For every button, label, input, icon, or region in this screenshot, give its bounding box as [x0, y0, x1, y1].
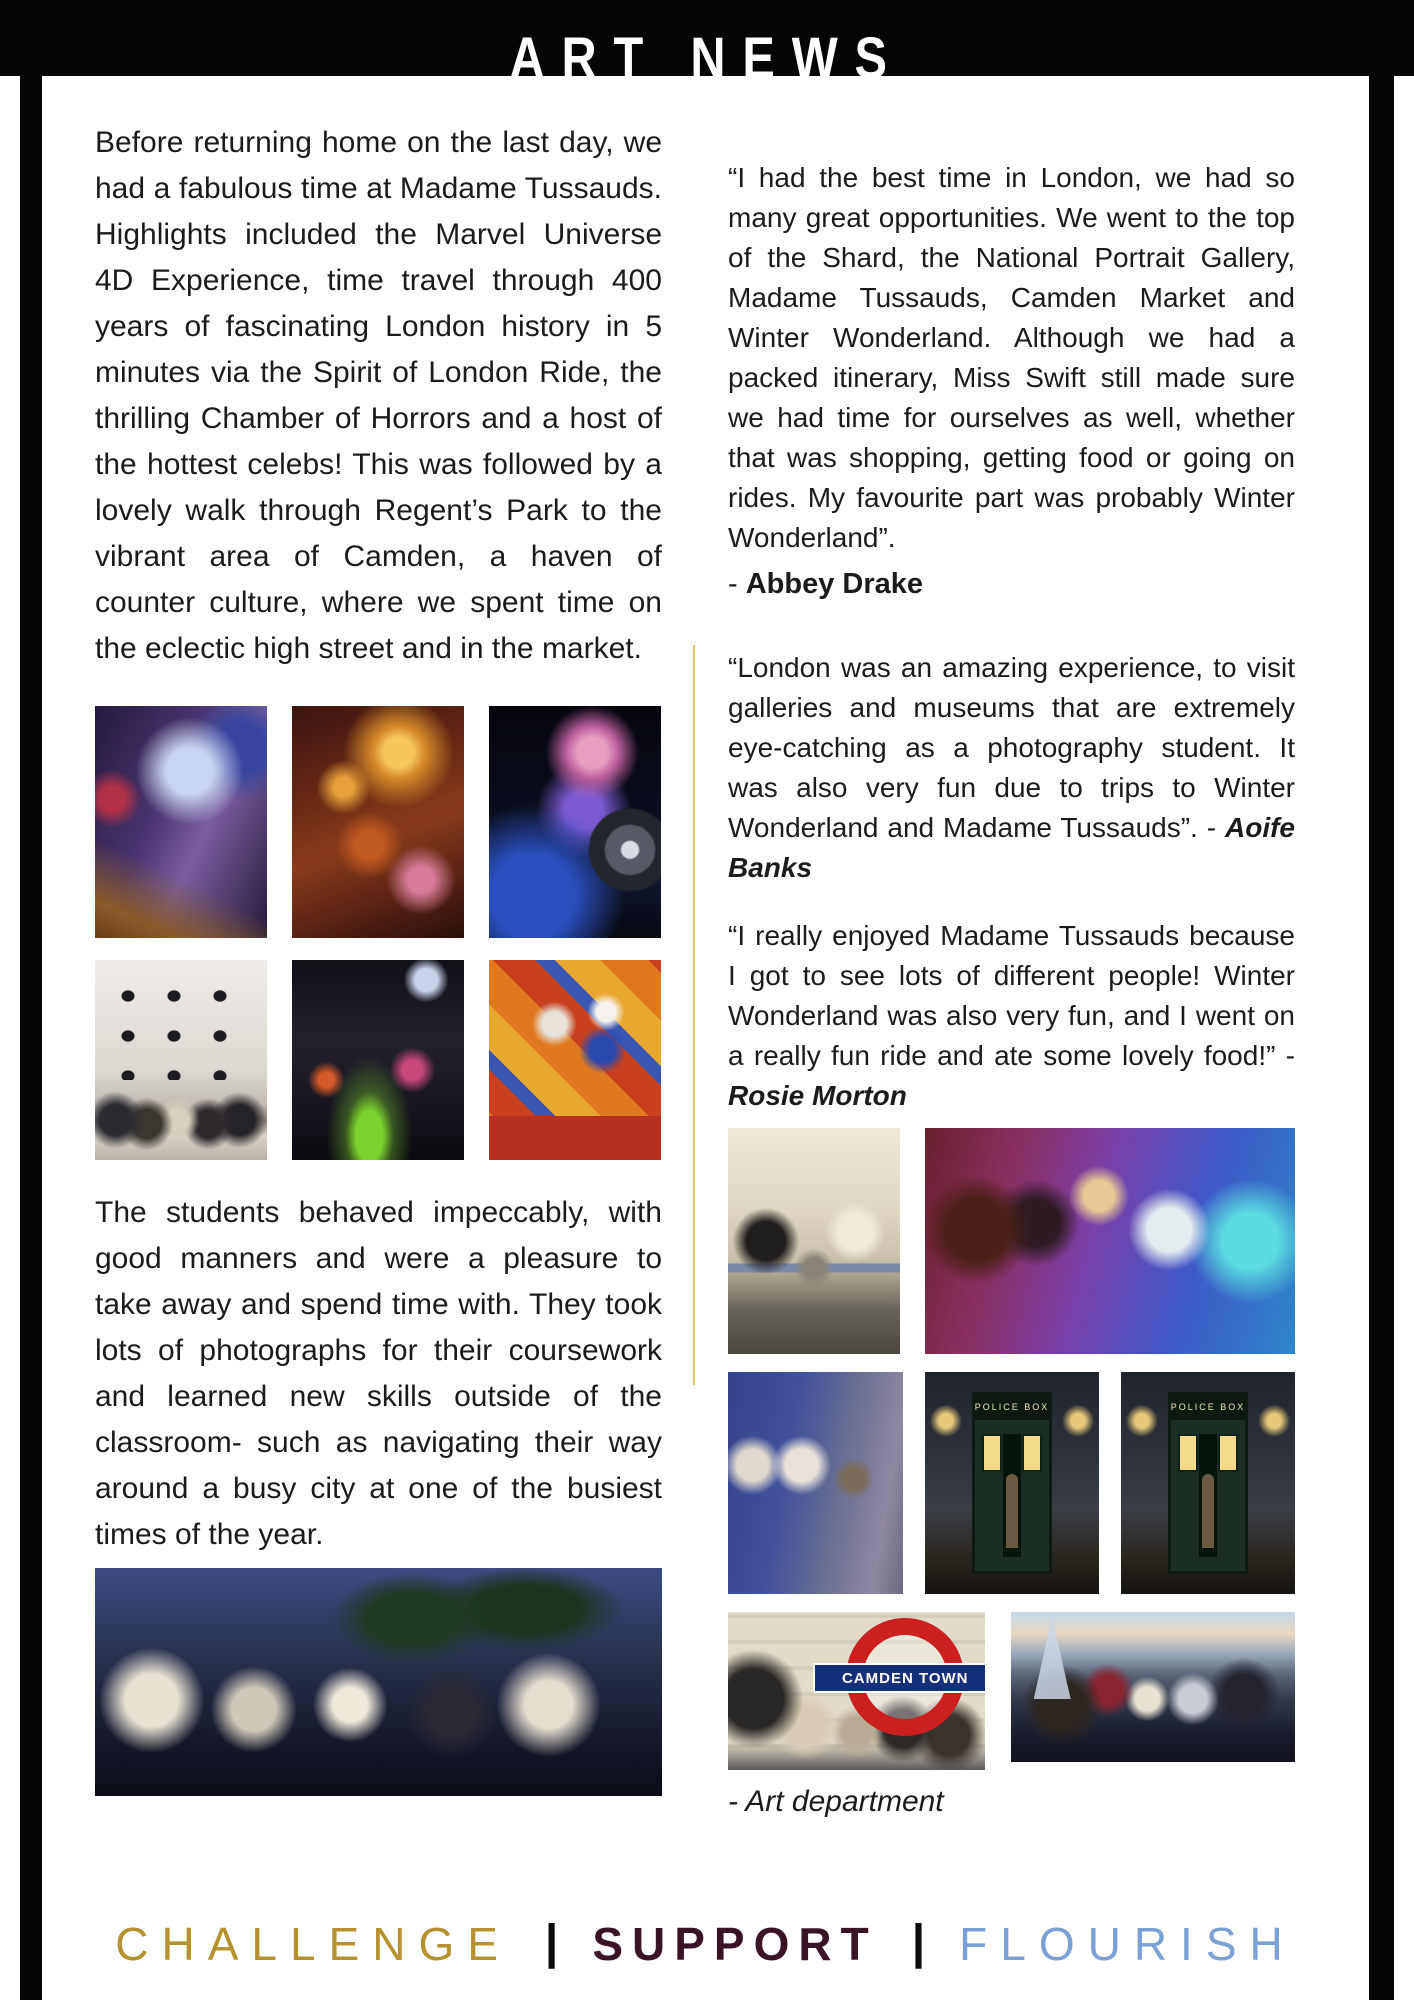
photo-tardis-police-box-2 — [1121, 1372, 1295, 1594]
photo-ice-bar-sculpture — [95, 706, 267, 938]
right-border-bar — [1369, 76, 1394, 2000]
quote-body: “London was an amazing experience, to visit galleries and museums that are extremely eye-catching as a photography student. It was also very fun due to trips to Winter Wonderland and Madame Tussauds”. — [728, 652, 1295, 843]
photo-tube-platform — [728, 1128, 900, 1354]
attribution-dash: - — [728, 568, 746, 600]
quote-text — [728, 648, 1295, 888]
photo-beatles-wax-figures — [728, 1372, 903, 1594]
photo-row-3 — [728, 1612, 1295, 1770]
shard-building — [1034, 1617, 1071, 1700]
quote-attribution-line — [728, 564, 1295, 604]
police-box-sign: POLICE BOX — [1171, 1395, 1245, 1420]
photo-row-2 — [728, 1372, 1295, 1594]
photo-grid — [95, 706, 662, 1160]
attribution-name: Aoife Banks — [728, 812, 1295, 883]
footer-challenge: CHALLENGE — [115, 1918, 511, 1970]
person-figure — [1202, 1474, 1214, 1548]
footer-support: SUPPORT — [592, 1918, 878, 1970]
paragraph-madame-tussauds: Before returning home on the last day, we had a fabulous time at Madame Tussauds. Highlights included the Marvel Universe 4D Experience, time travel through 400 years of fascinating London history in 5 minutes via the Spirit of London Ride, the thrilling Chamber of Horrors and a host of the hottest celebs! This was followed by a lovely walk through Regent’s Park to the vibrant area of Camden, a haven of counter culture, where we spent time on the eclectic high street and in the market. — [95, 126, 662, 665]
page-title: ART NEWS — [509, 26, 905, 91]
police-box — [972, 1392, 1052, 1574]
header-band — [0, 0, 1414, 91]
left-column — [95, 120, 662, 1796]
quote-body: “I really enjoyed Madame Tussauds because I got to see lots of different people! Winter Wonderland was also very fun, and I went on a really fun ride and ate some lovely food!” — [728, 920, 1295, 1071]
signoff-art-department — [728, 1784, 1295, 1820]
photo-frankenstein-dj — [489, 706, 661, 938]
footer-motto — [42, 1902, 1369, 1986]
quote-abbey-drake — [728, 158, 1295, 604]
column-divider — [693, 645, 695, 1385]
photo-ice-kingdom-tent — [292, 960, 464, 1160]
quote-text: “I had the best time in London, we had so many great opportunities. We went to the top of the Shard, the National Portrait Gallery, Madame Tussauds, Camden Market and Winter Wonderland. Although we had a packed itinerary, Miss Swift still made sure we had time for ourselves as well, whether that was shopping, getting food or going on rides. My favourite part was probably Winter Wonderland”. — [728, 162, 1295, 553]
photo-winter-wonderland-aerial — [292, 706, 464, 938]
roundel-text: CAMDEN TOWN — [841, 1669, 969, 1687]
photo-shard-view-group — [1011, 1612, 1295, 1762]
attribution-dash: - — [1285, 1040, 1295, 1071]
person-figure — [1006, 1474, 1018, 1548]
signoff-dash: - — [728, 1785, 746, 1818]
police-box — [1168, 1392, 1248, 1574]
police-box-window — [1218, 1434, 1237, 1473]
attribution-dash: - — [1206, 812, 1225, 843]
footer-separator: | — [544, 1915, 559, 1969]
photo-wax-figure-group — [925, 1128, 1295, 1354]
quote-rosie-morton — [728, 916, 1295, 1116]
underground-roundel — [841, 1618, 969, 1736]
photo-gallery-silhouettes — [95, 960, 267, 1160]
photo-clown-statue — [489, 960, 661, 1160]
quote-aoife-banks — [728, 648, 1295, 888]
footer-flourish: FLOURISH — [959, 1918, 1296, 1970]
quote-text — [728, 916, 1295, 1116]
photo-row-1 — [728, 1128, 1295, 1354]
police-box-window — [1178, 1434, 1197, 1473]
signoff-text: Art department — [745, 1785, 944, 1818]
left-border-bar — [20, 76, 42, 2000]
roundel-bar — [813, 1663, 985, 1693]
right-column — [728, 158, 1295, 1820]
attribution-name: Abbey Drake — [745, 568, 924, 600]
footer-separator: | — [911, 1915, 926, 1969]
police-box-window — [982, 1434, 1001, 1473]
attribution-name: Rosie Morton — [728, 1080, 907, 1111]
photo-group-night-winter-wonderland — [95, 1568, 662, 1796]
police-box-window — [1022, 1434, 1041, 1473]
police-box-sign: POLICE BOX — [975, 1395, 1049, 1420]
paragraph-students-behaviour: The students behaved impeccably, with good manners and were a pleasure to take away and spend time with. They took lots of photographs for their coursework and learned new skills outside of the classroom- such as navigating their way around a busy city at one of the busiest times of the year. — [95, 1196, 662, 1551]
photo-tardis-police-box-1 — [925, 1372, 1099, 1594]
photo-camden-town-station — [728, 1612, 985, 1770]
